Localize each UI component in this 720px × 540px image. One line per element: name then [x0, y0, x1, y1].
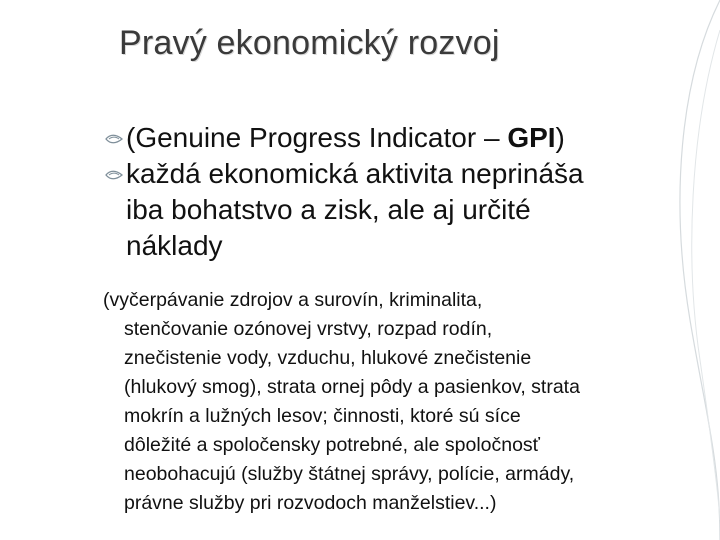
bullet-costs [103, 156, 683, 264]
note-line: znečistenie vody, vzduchu, hlukové znečistenie [124, 347, 532, 369]
bullet-gpi-text-after: ) [555, 122, 565, 153]
note-line: mokrín a lužných lesov; činnosti, ktoré sú síce [124, 405, 521, 427]
bullet-gpi [103, 120, 683, 156]
bullet-gpi-text-before: (Genuine Progress Indicator – [126, 122, 508, 153]
note-line: neobohacujú (služby štátnej správy, polície, armády, [124, 463, 575, 485]
bullet-costs-line-3: náklady [126, 230, 223, 261]
bullet-costs-line-2: iba bohatstvo a zisk, ale aj určité [126, 194, 531, 225]
bullet-gpi-abbrev: GPI [507, 122, 556, 153]
note-line: (vyčerpávanie zdrojov a surovín, kriminalita, [103, 289, 483, 311]
note-line: dôležité a spoločensky potrebné, ale spoločnosť [124, 434, 540, 456]
note-line: (hlukový smog), strata ornej pôdy a pasienkov, strata [124, 376, 580, 398]
bullet-arrow-icon [105, 169, 123, 181]
bullet-costs-line-1: každá ekonomická aktivita neprináša [126, 158, 584, 189]
bullet-arrow-icon [105, 133, 123, 145]
bullet-list [103, 120, 683, 264]
note-line: právne služby pri rozvodoch manželstiev...) [124, 492, 497, 514]
cost-examples-note [103, 286, 693, 518]
slide-title: Pravý ekonomický rozvoj [119, 24, 500, 62]
note-line: stenčovanie ozónovej vrstvy, rozpad rodín, [124, 318, 493, 340]
